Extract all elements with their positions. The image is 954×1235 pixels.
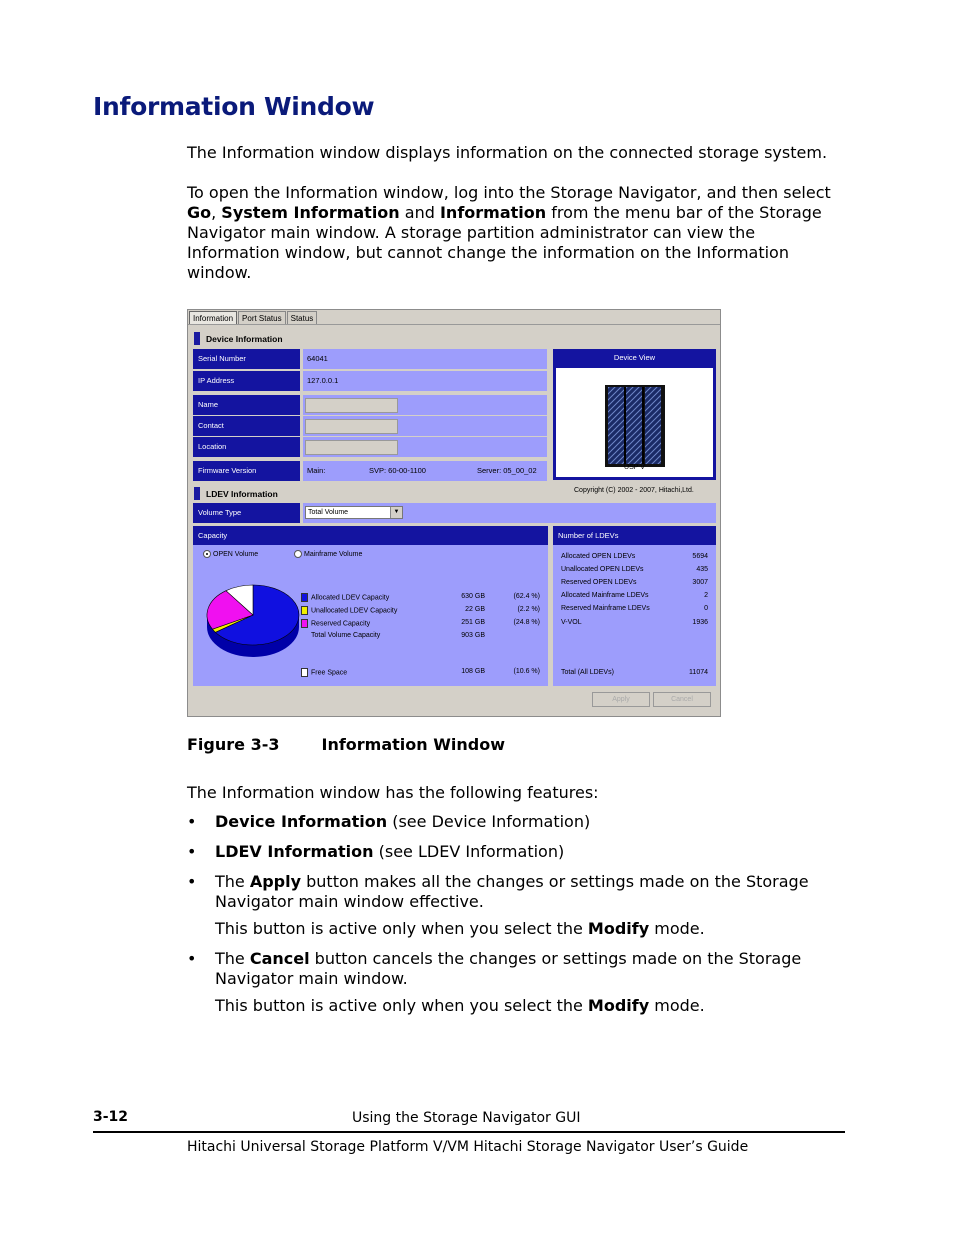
- legend-free-space: Free Space: [301, 668, 347, 677]
- legend-total-volume: Total Volume Capacity: [311, 632, 381, 639]
- serial-number-value: 64041: [303, 349, 547, 369]
- total-volume-size: 903 GB: [461, 632, 485, 639]
- cancel-button[interactable]: Cancel: [653, 692, 711, 707]
- page-title: Information Window: [93, 92, 375, 121]
- list-item: • The Cancel button cancels the changes or settings made on the Storage Navigator main window. This button is active only when you select the Modify mode.: [187, 949, 837, 1016]
- ldev-count-title: Number of LDEVs: [553, 526, 716, 545]
- tab-port-status[interactable]: Port Status: [238, 311, 286, 325]
- chevron-down-icon: ▼: [390, 507, 402, 518]
- ldev-count-value: 1936: [692, 619, 708, 626]
- allocated-size: 630 GB: [461, 593, 485, 600]
- ldev-count-label: Allocated OPEN LDEVs: [561, 553, 636, 560]
- unallocated-pct: (2.2 %): [517, 606, 540, 613]
- mainframe-volume-radio[interactable]: Mainframe Volume: [294, 550, 362, 558]
- reserved-size: 251 GB: [461, 619, 485, 626]
- information-window-screenshot: [187, 309, 721, 717]
- features-intro: The Information window has the following features:: [187, 783, 599, 802]
- legend-reserved: Reserved Capacity: [301, 619, 370, 628]
- ldev-total-label: Total (All LDEVs): [561, 669, 614, 676]
- ldev-count-label: Unallocated OPEN LDEVs: [561, 566, 644, 573]
- device-view-panel: [553, 349, 716, 480]
- name-input[interactable]: [305, 398, 398, 413]
- device-information-heading: Device Information: [194, 332, 283, 345]
- serial-number-label: Serial Number: [193, 349, 300, 369]
- ldev-count-label: Reserved Mainframe LDEVs: [561, 605, 650, 612]
- ldev-count-value: 2: [704, 592, 708, 599]
- list-item: • LDEV Information (see LDEV Information): [187, 842, 565, 861]
- tab-bar: [189, 311, 318, 325]
- device-view-title: Device View: [613, 353, 656, 362]
- list-item: • Device Information (see Device Information): [187, 812, 591, 831]
- tab-status[interactable]: Status: [287, 311, 318, 325]
- ip-address-label: IP Address: [193, 371, 300, 391]
- copyright-text: Copyright (C) 2002 - 2007, Hitachi,Ltd.: [574, 487, 694, 494]
- firmware-version-value: Main: SVP: 60-00-1100 Server: 05_00_02: [303, 461, 547, 481]
- volume-type-select[interactable]: Total Volume ▼: [305, 506, 403, 519]
- ldev-total-value: 11074: [689, 669, 708, 676]
- ldev-count-label: V-VOL: [561, 619, 582, 626]
- device-model-label: USP V: [624, 464, 645, 471]
- apply-button[interactable]: Apply: [592, 692, 650, 707]
- page-number: 3-12: [93, 1109, 129, 1125]
- legend-allocated: Allocated LDEV Capacity: [301, 593, 389, 602]
- apply-note: This button is active only when you select the Modify mode.: [215, 919, 705, 938]
- open-volume-radio[interactable]: OPEN Volume: [203, 550, 258, 558]
- contact-label: Contact: [193, 416, 300, 436]
- intro-paragraph-1: The Information window displays information on the connected storage system.: [187, 143, 828, 162]
- allocated-pct: (62.4 %): [513, 593, 540, 600]
- storage-cabinet-icon: [556, 368, 713, 477]
- list-item: • The Apply button makes all the changes or settings made on the Storage Navigator main window effective. This button is active only when you select the Modify mode.: [187, 872, 837, 939]
- figure-caption: Figure 3-3 Information Window: [187, 735, 505, 754]
- name-label: Name: [193, 395, 300, 415]
- capacity-title: Capacity: [193, 526, 548, 545]
- ldev-count-value: 3007: [692, 579, 708, 586]
- footer-book-title: Hitachi Universal Storage Platform V/VM Hitachi Storage Navigator User’s Guide: [187, 1139, 749, 1155]
- firmware-version-label: Firmware Version: [193, 461, 300, 481]
- feature-list: [187, 812, 837, 1016]
- intro-paragraph-2: To open the Information window, log into the Storage Navigator, and then select Go, System Information and Information from the menu bar of the Storage Navigator main window. A storage partition administrator can view the Information window, but cannot change the information on the Information window.: [187, 183, 831, 282]
- location-input[interactable]: [305, 440, 398, 455]
- ldev-count-value: 435: [696, 566, 708, 573]
- capacity-pie-chart: [201, 578, 301, 666]
- legend-unallocated: Unallocated LDEV Capacity: [301, 606, 397, 615]
- volume-type-label: Volume Type: [193, 503, 300, 523]
- ip-address-value: 127.0.0.1: [303, 371, 547, 391]
- ldev-count-value: 5694: [692, 553, 708, 560]
- cancel-note: This button is active only when you select the Modify mode.: [215, 996, 705, 1015]
- ldev-count-label: Allocated Mainframe LDEVs: [561, 592, 649, 599]
- free-space-size: 108 GB: [461, 668, 485, 675]
- unallocated-size: 22 GB: [465, 606, 485, 613]
- location-label: Location: [193, 437, 300, 457]
- reserved-pct: (24.8 %): [513, 619, 540, 626]
- contact-input[interactable]: [305, 419, 398, 434]
- tab-information[interactable]: Information: [189, 311, 237, 325]
- capacity-panel: [193, 526, 548, 686]
- footer-section: Using the Storage Navigator GUI: [352, 1110, 581, 1126]
- footer-rule: [93, 1131, 845, 1133]
- ldev-count-label: Reserved OPEN LDEVs: [561, 579, 637, 586]
- ldev-count-value: 0: [704, 605, 708, 612]
- ldev-count-panel: [553, 526, 716, 686]
- free-space-pct: (10.6 %): [513, 668, 540, 675]
- ldev-information-heading: LDEV Information: [194, 487, 278, 500]
